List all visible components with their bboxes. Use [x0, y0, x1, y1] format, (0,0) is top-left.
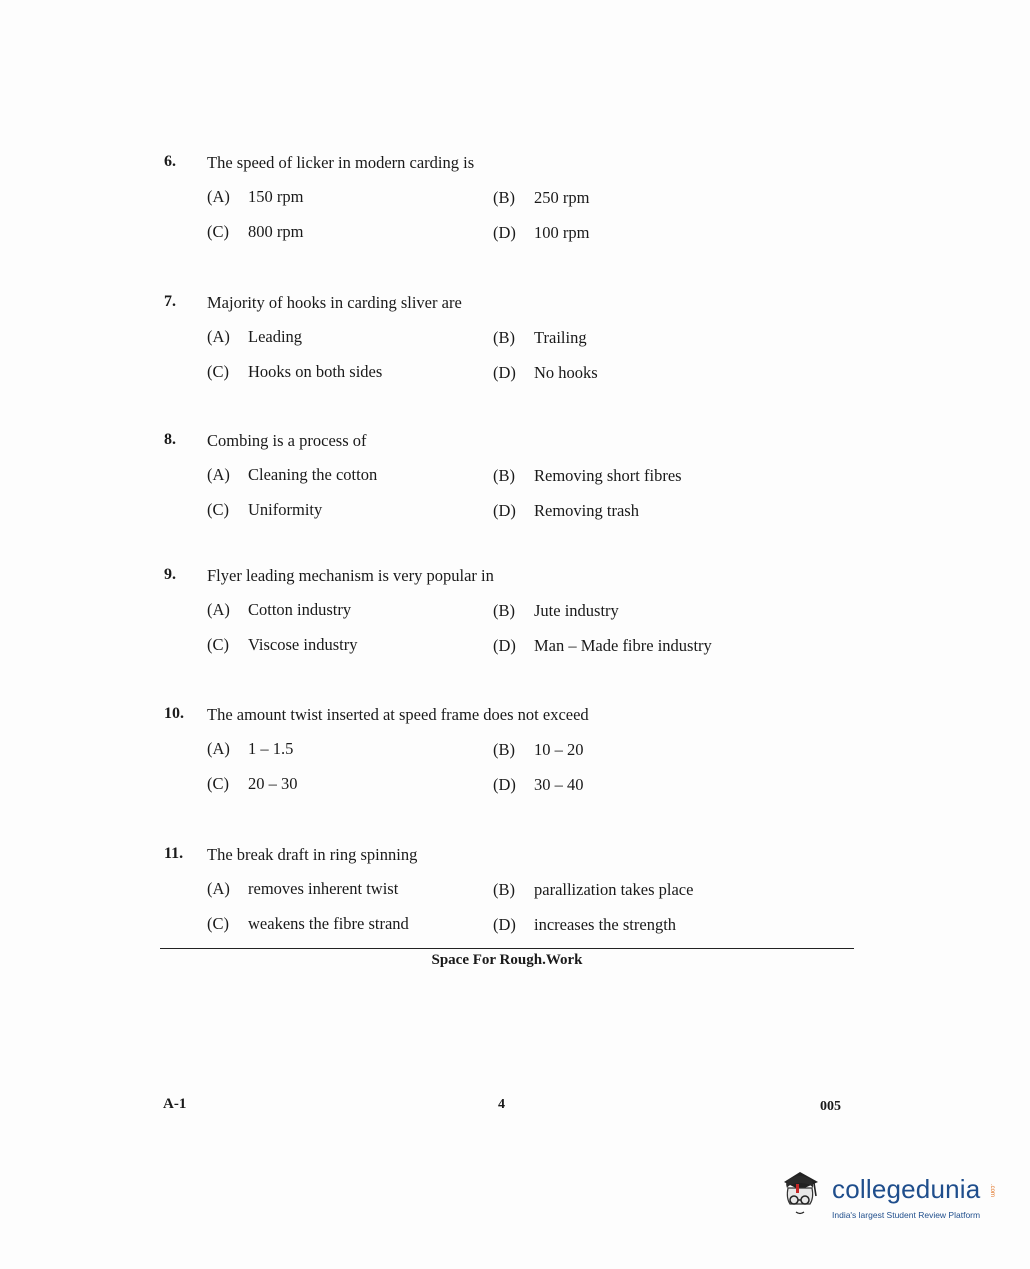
question-text: The amount twist inserted at speed frame does not exceed [207, 705, 589, 724]
option-d [493, 223, 589, 243]
option-text: Uniformity [248, 500, 323, 519]
mascot-icon [770, 1162, 830, 1222]
option-text: Cleaning the cotton [248, 465, 378, 484]
option-letter: (B) [493, 328, 515, 347]
option-letter: (B) [493, 188, 515, 207]
question-text: The break draft in ring spinning [207, 845, 418, 864]
question-text: The speed of licker in modern carding is [207, 153, 475, 172]
option-text: Cotton industry [248, 600, 352, 619]
question-9 [0, 566, 1030, 676]
brand-tagline: India's largest Student Review Platform [832, 1210, 981, 1220]
option-text: 150 rpm [248, 187, 304, 206]
option-text: parallization takes place [534, 880, 694, 899]
collegedunia-watermark [770, 1162, 1000, 1232]
option-d [493, 363, 598, 383]
option-c [207, 914, 409, 934]
option-b [493, 601, 619, 621]
option-letter: (C) [207, 500, 229, 519]
option-text: Jute industry [534, 601, 619, 620]
option-text: removes inherent twist [248, 879, 399, 898]
question-number: 10. [164, 705, 184, 722]
question-number: 7. [164, 293, 176, 310]
option-letter: (C) [207, 635, 229, 654]
option-letter: (B) [493, 880, 515, 899]
option-text: Man – Made fibre industry [534, 636, 712, 655]
option-c [207, 362, 382, 382]
option-d [493, 636, 712, 656]
question-6 [0, 153, 1030, 263]
option-text: Leading [248, 327, 303, 346]
option-text: weakens the fibre strand [248, 914, 409, 933]
option-text: Removing trash [534, 501, 639, 520]
option-a [207, 327, 302, 347]
option-c [207, 635, 357, 655]
option-d [493, 775, 584, 795]
paper-code: 005 [820, 1099, 841, 1114]
option-text: Removing short fibres [534, 466, 682, 485]
option-text: 800 rpm [248, 222, 304, 241]
option-b [493, 188, 589, 208]
option-letter: (A) [207, 739, 230, 758]
rough-work-divider [160, 948, 854, 949]
option-letter: (B) [493, 466, 515, 485]
option-b [493, 328, 587, 348]
option-d [493, 501, 639, 521]
option-text: 20 – 30 [248, 774, 298, 793]
question-number: 6. [164, 153, 176, 170]
option-b [493, 740, 584, 760]
question-number: 8. [164, 431, 176, 448]
option-letter: (D) [493, 775, 516, 794]
option-c [207, 774, 298, 794]
brand-name: collegedunia [832, 1174, 981, 1204]
question-11 [0, 845, 1030, 955]
option-a [207, 187, 303, 207]
option-text: increases the strength [534, 915, 677, 934]
option-letter: (C) [207, 774, 229, 793]
option-letter: (D) [493, 636, 516, 655]
option-text: 250 rpm [534, 188, 590, 207]
brand-domain: .com [989, 1184, 995, 1198]
option-letter: (C) [207, 222, 229, 241]
option-letter: (A) [207, 600, 230, 619]
option-letter: (D) [493, 915, 516, 934]
question-text: Combing is a process of [207, 431, 367, 450]
option-letter: (A) [207, 879, 230, 898]
option-a [207, 739, 293, 759]
option-text: 30 – 40 [534, 775, 584, 794]
question-number: 9. [164, 566, 176, 583]
question-10 [0, 705, 1030, 815]
page-number: 4 [498, 1097, 505, 1112]
option-letter: (C) [207, 362, 229, 381]
option-letter: (B) [493, 601, 515, 620]
option-b [493, 466, 682, 486]
question-text: Flyer leading mechanism is very popular in [207, 566, 494, 585]
option-text: 1 – 1.5 [248, 739, 294, 758]
option-text: No hooks [534, 363, 598, 382]
option-letter: (A) [207, 187, 230, 206]
option-text: 100 rpm [534, 223, 590, 242]
option-b [493, 880, 693, 900]
option-letter: (B) [493, 740, 515, 759]
option-letter: (D) [493, 223, 516, 242]
booklet-code: A-1 [163, 1096, 187, 1112]
option-text: Viscose industry [248, 635, 358, 654]
option-d [493, 915, 676, 935]
question-number: 11. [164, 845, 184, 862]
option-letter: (A) [207, 465, 230, 484]
option-text: 10 – 20 [534, 740, 584, 759]
rough-work-label: Space For Rough.Work [431, 952, 583, 968]
option-letter: (A) [207, 327, 230, 346]
option-text: Trailing [534, 328, 587, 347]
option-letter: (C) [207, 914, 229, 933]
option-letter: (D) [493, 501, 516, 520]
option-a [207, 600, 351, 620]
question-7 [0, 293, 1030, 403]
option-c [207, 222, 303, 242]
question-8 [0, 431, 1030, 541]
option-a [207, 879, 398, 899]
option-text: Hooks on both sides [248, 362, 383, 381]
question-text: Majority of hooks in carding sliver are [207, 293, 462, 312]
option-c [207, 500, 322, 520]
option-a [207, 465, 377, 485]
option-letter: (D) [493, 363, 516, 382]
